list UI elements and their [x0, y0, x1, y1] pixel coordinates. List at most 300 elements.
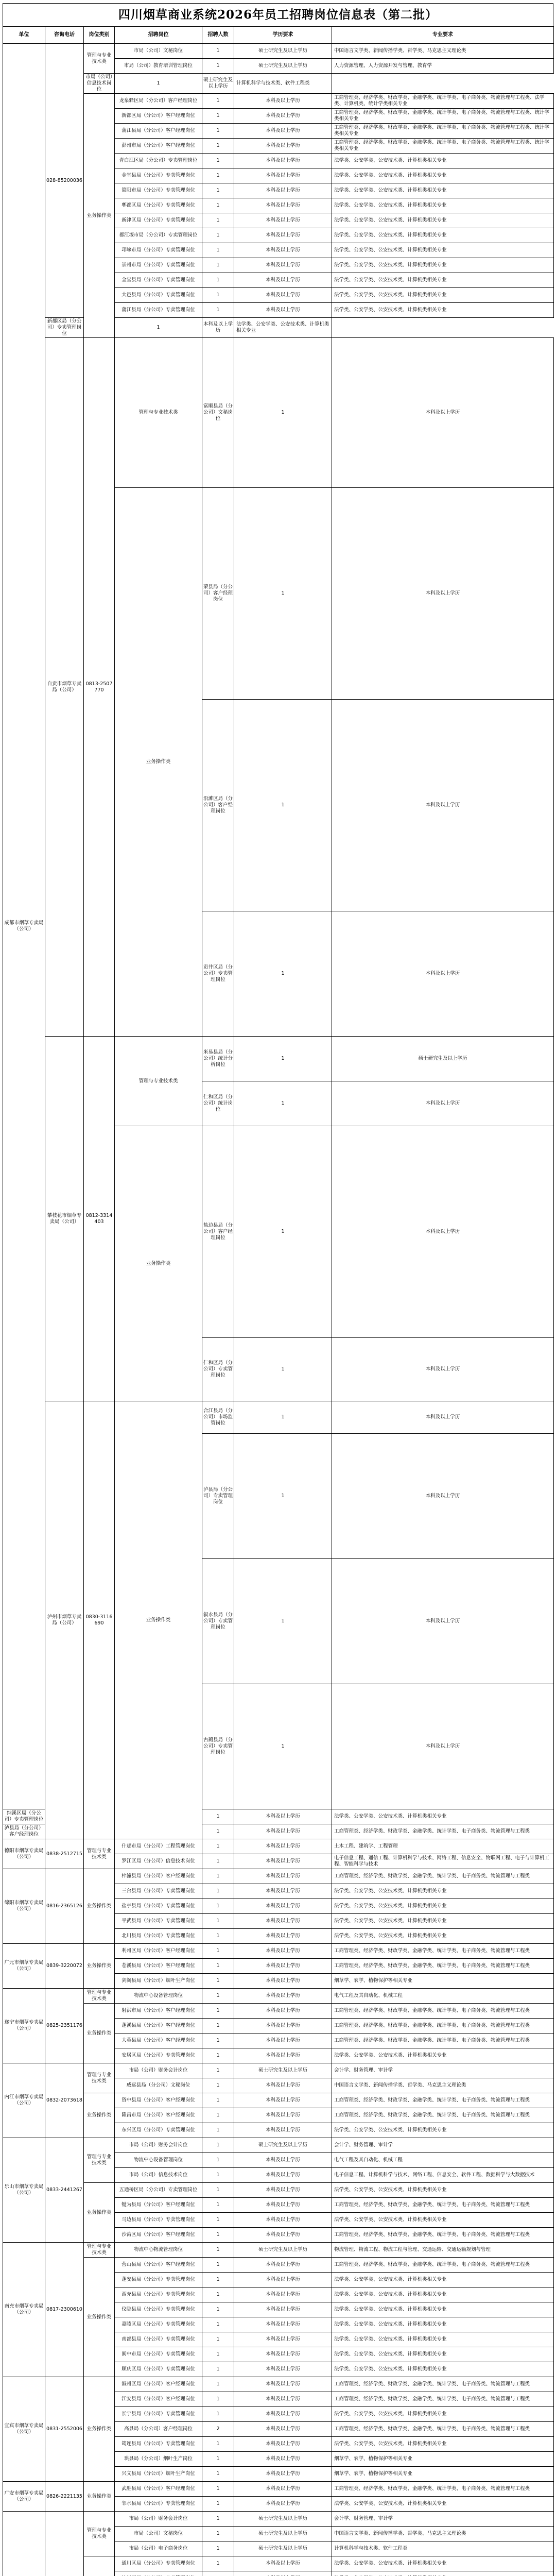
- major-cell: 工商管理类、经济学类、财政学类、金融学类、统计学类、电子商务类、物流管理与工程类: [332, 2228, 554, 2243]
- post-cell: 泸县局（分公司）专卖管理岗位: [202, 1434, 234, 1559]
- major-cell: 工商管理类、经济学类、财政学类、金融学类、统计学类、电子商务类、物流管理与工程类: [332, 1869, 554, 1884]
- unit-cell: 内江市烟草专卖局（公司）: [3, 2063, 45, 2138]
- unit-cell: 成都市烟草专卖局（公司）: [3, 44, 45, 1809]
- count-cell: 1: [202, 2123, 234, 2138]
- post-cell: 物流中心设备管理岗位: [115, 1989, 202, 2004]
- page-title: 四川烟草商业系统2026年员工招聘岗位信息表（第二批）: [3, 3, 553, 26]
- major-cell: 会计学、财务管理、审计学: [332, 2512, 554, 2527]
- count-cell: 1: [234, 1037, 332, 1081]
- major-cell: 工商管理类、经济学类、财政学类、金融学类、统计学类、电子商务类、物流管理与工程类: [332, 2392, 554, 2407]
- major-cell: 计算机科学与技术类、软件工程类: [332, 2541, 554, 2556]
- major-cell: 人力资源管理、人力资源开发与管理、教育学: [332, 59, 554, 74]
- table-row: [3, 1401, 554, 1434]
- major-cell: 工商管理类、经济学类、财政学类、金融学类、统计学类、电子商务类、物流管理与工程类: [332, 1944, 554, 1959]
- count-cell: 1: [202, 1854, 234, 1869]
- major-cell: 法学类、公安学类、公安技术类、计算机类相关专业: [332, 2273, 554, 2287]
- post-cell: 盐亭县局（分公司）专卖管理岗位: [115, 1899, 202, 1914]
- education-cell: 本科及以上学历: [234, 2153, 332, 2168]
- education-cell: 本科及以上学历: [332, 488, 554, 700]
- major-cell: 电气工程及其自动化、机械工程: [332, 2153, 554, 2168]
- post-cell: 米易县局（分公司）统计分析岗位: [202, 1037, 234, 1081]
- count-cell: 1: [234, 1559, 332, 1684]
- category-cell: 管理与专业技术类: [84, 2138, 115, 2183]
- count-cell: 1: [202, 243, 234, 258]
- post-cell: 简阳市局（分公司）专卖管理岗位: [115, 183, 202, 198]
- major-cell: 法学类、公安学类、公安技术类、计算机类相关专业: [332, 273, 554, 288]
- table-row: [3, 94, 554, 109]
- major-cell: 中国语言文学类、新闻传播学类、哲学类、马克思主义理论类: [332, 2078, 554, 2093]
- category-cell: 管理与专业技术类: [84, 2243, 115, 2258]
- major-cell: 法学类、公安学类、公安技术类、计算机类相关专业: [332, 2347, 554, 2362]
- unit-cell: 绵阳市烟草专卖局（公司）: [3, 1869, 45, 1944]
- education-cell: 硕士研究生及以上学历: [234, 2063, 332, 2078]
- post-cell: 龙泉驿区局（分公司）客户经理岗位: [115, 94, 202, 109]
- phone-cell: 0839-3220072: [45, 1944, 84, 1989]
- unit-cell: [3, 2512, 45, 2576]
- post-cell: 什邡市局（分公司）工程管理岗位: [115, 1839, 202, 1854]
- major-cell: 电子信息工程、通信工程、计算机科学与技术、网络工程、信息安全、物联网工程、电子与计算机工程、智能科学与技术: [332, 1854, 554, 1869]
- post-cell: 物流中心设备管理岗位: [115, 2153, 202, 2168]
- count-cell: 1: [234, 1401, 332, 1434]
- table-row: [3, 2138, 554, 2153]
- education-cell: 本科及以上学历: [332, 338, 554, 488]
- major-cell: 法学类、公安学类、公安技术类、计算机类相关专业: [332, 2048, 554, 2063]
- table-row: [3, 1839, 554, 1854]
- post-cell: 平武县局（分公司）专卖管理岗位: [115, 1914, 202, 1929]
- education-cell: 硕士研究生及以上学历: [234, 2138, 332, 2153]
- count-cell: 1: [234, 1081, 332, 1126]
- count-cell: 1: [202, 2078, 234, 2093]
- post-cell: 三台县局（分公司）专卖管理岗位: [115, 1884, 202, 1899]
- post-cell: 新津区局（分公司）专卖管理岗位: [115, 213, 202, 228]
- education-cell: 本科及以上学历: [234, 273, 332, 288]
- major-cell: 会计学、财务管理、审计学: [332, 2063, 554, 2078]
- major-cell: 法学类、公安学类、公安技术类、计算机类相关专业: [332, 154, 554, 168]
- count-cell: 1: [202, 183, 234, 198]
- post-cell: 阆中市局（分公司）专卖管理岗位: [115, 2347, 202, 2362]
- count-cell: 1: [202, 2168, 234, 2183]
- major-cell: 工商管理类、经济学类、财政学类、金融学类、统计学类、电子商务类、物流管理与工程类: [332, 2004, 554, 2019]
- post-cell: 沿滩区局（分公司）客户经理岗位: [202, 700, 234, 911]
- header-education: 学历要求: [234, 27, 332, 44]
- count-cell: 1: [234, 1434, 332, 1559]
- post-cell: 市局（公司）财务会计岗位: [115, 2063, 202, 2078]
- education-cell: 本科及以上学历: [234, 2482, 332, 2497]
- education-cell: 本科及以上学历: [234, 2019, 332, 2033]
- education-cell: 本科及以上学历: [234, 109, 332, 124]
- count-cell: 1: [202, 1944, 234, 1959]
- education-cell: 本科及以上学历: [234, 1944, 332, 1959]
- major-cell: 中国语言文学类、新闻传播学类、哲学类、马克思主义理论类: [332, 2527, 554, 2541]
- major-cell: 土木工程、建筑学、工程管理: [332, 1839, 554, 1854]
- post-cell: 五通桥区局（分公司）专卖管理岗位: [115, 2183, 202, 2198]
- post-cell: 通川区局（分公司）专卖管理岗位: [115, 2556, 202, 2571]
- unit-cell: 广安市烟草专卖局（公司）: [3, 2482, 45, 2512]
- education-cell: 本科及以上学历: [234, 2497, 332, 2512]
- phone-cell: 0817-2300610: [45, 2243, 84, 2377]
- table-row: [3, 1989, 554, 2004]
- post-cell: 纳溪区局（分公司）专卖管理岗位: [3, 1809, 45, 1824]
- category-cell: 管理与专业技术类: [84, 2512, 115, 2556]
- education-cell: 本科及以上学历: [234, 1914, 332, 1929]
- header-major: 专业要求: [332, 27, 554, 44]
- education-cell: 本科及以上学历: [234, 168, 332, 183]
- major-cell: 电气工程及其自动化、机械工程: [332, 1989, 554, 2004]
- post-cell: 蓬安县局（分公司）专卖管理岗位: [115, 2273, 202, 2287]
- major-cell: 法学类、公安学类、公安技术类、计算机类相关专业: [234, 318, 332, 338]
- major-cell: 中国语言文学类、新闻传播学类、哲学类、马克思主义理论类: [332, 44, 554, 59]
- education-cell: 本科及以上学历: [234, 2213, 332, 2228]
- education-cell: 本科及以上学历: [332, 911, 554, 1037]
- major-cell: [332, 2571, 554, 2576]
- education-cell: 本科及以上学历: [234, 2273, 332, 2287]
- count-cell: 1: [202, 2347, 234, 2362]
- count-cell: 1: [202, 2273, 234, 2287]
- education-cell: 本科及以上学历: [332, 1434, 554, 1559]
- table-row: [3, 2258, 554, 2273]
- table-row: [3, 2377, 554, 2392]
- count-cell: 1: [202, 2317, 234, 2332]
- count-cell: 1: [202, 2287, 234, 2302]
- category-cell: 管理与专业技术类: [84, 44, 115, 74]
- post-cell: 资中县局（分公司）客户经理岗位: [115, 2093, 202, 2108]
- education-cell: 本科及以上学历: [234, 2437, 332, 2452]
- education-cell: 本科及以上学历: [234, 303, 332, 318]
- education-cell: 本科及以上学历: [234, 2317, 332, 2332]
- table-row: [3, 2512, 554, 2527]
- table-row: [3, 2482, 554, 2497]
- education-cell: 本科及以上学历: [234, 288, 332, 303]
- education-cell: 本科及以上学历: [332, 1081, 554, 1126]
- education-cell: 硕士研究生及以上学历: [234, 44, 332, 59]
- table-row: [3, 1869, 554, 1884]
- count-cell: 1: [202, 59, 234, 74]
- count-cell: 1: [202, 2302, 234, 2317]
- post-cell: 古蔺县局（分公司）专卖管理岗位: [202, 1684, 234, 1809]
- post-cell: 仁和区局（分公司）专卖管理岗位: [202, 1338, 234, 1401]
- header-category: 岗位类别: [84, 27, 115, 44]
- count-cell: 1: [234, 1684, 332, 1809]
- table-row: [3, 74, 554, 94]
- count-cell: 1: [202, 2213, 234, 2228]
- education-cell: 本科及以上学历: [234, 154, 332, 168]
- header-count: 招聘人数: [202, 27, 234, 44]
- unit-cell: 宜宾市烟草专卖局（公司）: [3, 2377, 45, 2482]
- count-cell: 1: [202, 1989, 234, 2004]
- education-cell: 本科及以上学历: [234, 2377, 332, 2392]
- category-cell: 业务操作类: [84, 2258, 115, 2377]
- unit-cell: 德阳市烟草专卖局（公司）: [3, 1839, 45, 1869]
- count-cell: 1: [202, 1884, 234, 1899]
- category-cell: 管理与专业技术类: [84, 1989, 115, 2004]
- education-cell: 本科及以上学历: [332, 1126, 554, 1338]
- category-cell: 管理与专业技术类: [115, 338, 202, 488]
- major-cell: 法学类、公安学类、公安技术类、计算机类相关专业: [332, 2302, 554, 2317]
- count-cell: 1: [234, 1338, 332, 1401]
- category-cell: 管理与专业技术类: [115, 1037, 202, 1126]
- education-cell: 本科及以上学历: [332, 1559, 554, 1684]
- education-cell: 本科及以上学历: [234, 139, 332, 154]
- education-cell: 本科及以上学历: [234, 198, 332, 213]
- education-cell: 本科及以上学历: [234, 1869, 332, 1884]
- education-cell: 本科及以上学历: [234, 2347, 332, 2362]
- post-cell: 新都区局（分公司）客户经理岗位: [115, 109, 202, 124]
- education-cell: 本科及以上学历: [234, 2362, 332, 2377]
- table-row: [3, 1037, 554, 1081]
- count-cell: 1: [202, 1899, 234, 1914]
- category-cell: 业务操作类: [115, 488, 202, 1037]
- header-unit: 单位: [3, 27, 45, 44]
- major-cell: 工商管理类、经济学类、财政学类、金融学类、统计学类、电子商务类、物流管理与工程类: [332, 1824, 554, 1839]
- count-cell: 1: [202, 2243, 234, 2258]
- category-cell: 业务操作类: [84, 1944, 115, 1989]
- category-cell: 业务操作类: [84, 94, 115, 338]
- unit-cell: 自贡市烟草专卖局（公司）: [45, 338, 84, 1037]
- count-cell: 1: [202, 2556, 234, 2571]
- major-cell: 工商管理类、经济学类、财政学类、金融学类、统计学类、电子商务类、物流管理与工程类: [332, 2422, 554, 2437]
- education-cell: 本科及以上学历: [234, 2033, 332, 2048]
- education-cell: 本科及以上学历: [332, 1401, 554, 1434]
- education-cell: 本科及以上学历: [234, 2108, 332, 2123]
- major-cell: 烟草学、农学、植物保护等相关专业: [332, 2452, 554, 2467]
- major-cell: 电子信息工程、计算机科学与技术、网络工程、信息安全、软件工程、数据科学与大数据技术: [332, 2168, 554, 2183]
- post-cell: 富顺县局（分公司）文秘岗位: [202, 338, 234, 488]
- count-cell: 1: [202, 2093, 234, 2108]
- post-cell: 市局（公司）文秘岗位: [115, 2527, 202, 2541]
- major-cell: 法学类、公安学类、公安技术类、计算机类相关专业: [332, 213, 554, 228]
- count-cell: 1: [234, 700, 332, 911]
- count-cell: 1: [234, 911, 332, 1037]
- education-cell: 硕士研究生及以上学历: [234, 2512, 332, 2527]
- unit-cell: 泸州市烟草专卖局（公司）: [45, 1401, 84, 1839]
- table-row: [3, 2243, 554, 2258]
- phone-cell: 0833-2441267: [45, 2138, 84, 2243]
- education-cell: 本科及以上学历: [234, 124, 332, 139]
- major-cell: 法学类、公安学类、公安技术类、计算机类相关专业: [332, 183, 554, 198]
- count-cell: 1: [202, 2258, 234, 2273]
- post-cell: 青白江区局（分公司）专卖管理岗位: [115, 154, 202, 168]
- post-cell: 蒲江县局（分公司）专卖管理岗位: [115, 303, 202, 318]
- count-cell: 1: [202, 94, 234, 109]
- unit-cell: 攀枝花市烟草专卖局（公司）: [45, 1037, 84, 1401]
- post-cell: 梓潼县局（分公司）客户经理岗位: [115, 1869, 202, 1884]
- post-cell: 叙州区局（分公司）客户经理岗位: [115, 2377, 202, 2392]
- post-cell: 威远县局（分公司）文秘岗位: [115, 2078, 202, 2093]
- education-cell: 硕士研究生及以上学历: [202, 74, 234, 94]
- major-cell: 法学类、公安学类、公安技术类、计算机类相关专业: [332, 2407, 554, 2422]
- post-cell: 叙永县局（分公司）专卖管理岗位: [202, 1559, 234, 1684]
- major-cell: 法学类、公安学类、公安技术类、计算机类相关专业: [332, 2362, 554, 2377]
- count-cell: 1: [202, 2482, 234, 2497]
- education-cell: 本科及以上学历: [234, 1884, 332, 1899]
- category-cell: 业务操作类: [84, 2183, 115, 2243]
- education-cell: 本科及以上学历: [332, 1684, 554, 1809]
- post-cell: 嘉陵区局（分公司）专卖管理岗位: [115, 2317, 202, 2332]
- recruitment-table: [3, 26, 554, 2576]
- count-cell: 1: [202, 2063, 234, 2078]
- table-row: [3, 1944, 554, 1959]
- category-cell: 业务操作类: [115, 1126, 202, 1401]
- major-cell: 工商管理类、经济学类、财政学类、金融学类、统计学类、电子商务类、物流管理与工程类: [332, 2258, 554, 2273]
- header-phone: 咨询电话: [45, 27, 84, 44]
- post-cell: 营山县局（分公司）客户经理岗位: [115, 2258, 202, 2273]
- post-cell: 筠连县局（分公司）专卖管理岗位: [115, 2437, 202, 2452]
- post-cell: 泸县局（分公司）客户经理岗位: [3, 1824, 45, 1839]
- post-cell: 剑阁县局（分公司）烟叶生产岗位: [115, 1974, 202, 1989]
- major-cell: 法学类、公安学类、公安技术类、计算机类相关专业: [332, 1884, 554, 1899]
- table-row: [3, 44, 554, 59]
- count-cell: 1: [202, 2108, 234, 2123]
- major-cell: 工商管理类、经济学类、财政学类、金融学类、统计学类、电子商务类、物流管理与工程类、统计学类相关专业: [332, 109, 554, 124]
- header-post: 招聘岗位: [115, 27, 202, 44]
- count-cell: 1: [202, 2512, 234, 2527]
- count-cell: 1: [202, 2467, 234, 2482]
- major-cell: 工商管理类、经济学类、财政学类、金融学类、统计学类、电子商务类、物流管理与工程类: [332, 2033, 554, 2048]
- education-cell: 本科及以上学历: [234, 2392, 332, 2407]
- count-cell: 1: [202, 2019, 234, 2033]
- count-cell: 1: [202, 2541, 234, 2556]
- education-cell: 硕士研究生及以上学历: [234, 2541, 332, 2556]
- count-cell: 1: [202, 2497, 234, 2512]
- category-cell: 业务操作类: [84, 2004, 115, 2063]
- education-cell: 本科及以上学历: [234, 2258, 332, 2273]
- education-cell: 本科及以上学历: [234, 1974, 332, 1989]
- education-cell: 硕士研究生及以上学历: [332, 1037, 554, 1081]
- post-cell: 西充县局（分公司）专卖管理岗位: [115, 2287, 202, 2302]
- count-cell: 1: [202, 2437, 234, 2452]
- education-cell: 本科及以上学历: [234, 1809, 332, 1824]
- major-cell: 工商管理类、经济学类、财政学类、金融学类、统计学类、电子商务类、物流管理与工程类: [332, 2198, 554, 2213]
- education-cell: 本科及以上学历: [234, 1824, 332, 1839]
- count-cell: 1: [234, 338, 332, 488]
- post-cell: 苍溪县局（分公司）客户经理岗位: [115, 1959, 202, 1974]
- major-cell: 工商管理类、经济学类、财政学类、金融学类、统计学类、电子商务类、物流管理与工程类、统计学类相关专业: [332, 139, 554, 154]
- major-cell: 法学类、公安学类、公安技术类、计算机类相关专业: [332, 288, 554, 303]
- category-cell: 业务操作类: [115, 1401, 202, 1839]
- post-cell: 市局（公司）财务会计岗位: [115, 2138, 202, 2153]
- post-cell: 蓬溪县局（分公司）客户经理岗位: [115, 2019, 202, 2033]
- major-cell: 工商管理类、经济学类、财政学类、金融学类、统计学类、电子商务类、物流管理与工程类: [332, 2482, 554, 2497]
- count-cell: 1: [234, 488, 332, 700]
- education-cell: 本科及以上学历: [234, 2422, 332, 2437]
- count-cell: 1: [202, 2407, 234, 2422]
- post-cell: 珙县局（分公司）烟叶生产岗位: [115, 2452, 202, 2467]
- major-cell: 会计学、财务管理、审计学: [332, 2138, 554, 2153]
- count-cell: 1: [202, 2392, 234, 2407]
- category-cell: [84, 2556, 115, 2576]
- post-cell: 盐边县局（分公司）客户经理岗位: [202, 1126, 234, 1338]
- education-cell: 本科及以上学历: [234, 2407, 332, 2422]
- education-cell: 本科及以上学历: [234, 2198, 332, 2213]
- category-cell: 业务操作类: [84, 1869, 115, 1944]
- major-cell: 工商管理类、经济学类、财政学类、金融学类、统计学类、电子商务类、物流管理与工程类: [332, 2108, 554, 2123]
- count-cell: 1: [202, 303, 234, 318]
- category-cell: 业务操作类: [84, 2093, 115, 2138]
- unit-cell: 遂宁市烟草专卖局（公司）: [3, 1989, 45, 2063]
- phone-cell: 0832-2073618: [45, 2063, 84, 2138]
- education-cell: 本科及以上学历: [234, 2078, 332, 2093]
- education-cell: 本科及以上学历: [234, 228, 332, 243]
- post-cell: 顺庆区局（分公司）专卖管理岗位: [115, 2362, 202, 2377]
- education-cell: 本科及以上学历: [234, 1839, 332, 1854]
- count-cell: 1: [202, 2377, 234, 2392]
- post-cell: 利州区局（分公司）客户经理岗位: [115, 1944, 202, 1959]
- major-cell: 工商管理类、经济学类、财政学类、金融学类、统计学类、电子商务类、物流管理与工程类: [332, 2377, 554, 2392]
- phone-cell: 0830-3116690: [84, 1401, 115, 1839]
- count-cell: 1: [115, 74, 202, 94]
- education-cell: 本科及以上学历: [234, 2123, 332, 2138]
- post-cell: 南部县局（分公司）专卖管理岗位: [115, 2332, 202, 2347]
- unit-cell: 南充市烟草专卖局（公司）: [3, 2243, 45, 2377]
- count-cell: 1: [202, 44, 234, 59]
- phone-cell: 0838-2512715: [45, 1839, 84, 1869]
- category-cell: 管理与专业技术类: [84, 2063, 115, 2093]
- education-cell: 本科及以上学历: [234, 2302, 332, 2317]
- count-cell: 1: [115, 318, 202, 338]
- education-cell: 硕士研究生及以上学历: [234, 2527, 332, 2541]
- major-cell: 法学类、公安学类、公安技术类、计算机类相关专业: [332, 228, 554, 243]
- major-cell: 法学类、公安学类、公安技术类、计算机类相关专业: [332, 2183, 554, 2198]
- major-cell: 法学类、公安学类、公安技术类、计算机类相关专业: [332, 2556, 554, 2571]
- post-cell: 射洪市局（分公司）客户经理岗位: [115, 2004, 202, 2019]
- education-cell: 本科及以上学历: [332, 1338, 554, 1401]
- education-cell: 本科及以上学历: [234, 258, 332, 273]
- education-cell: 本科及以上学历: [234, 1989, 332, 2004]
- major-cell: 法学类、公安学类、公安技术类、计算机类相关专业: [332, 1899, 554, 1914]
- major-cell: 工商管理类、经济学类、财政学类、金融学类、统计学类、电子商务类、物流管理与工程类、统计学类相关专业: [332, 124, 554, 139]
- post-cell: 北川县局（分公司）专卖管理岗位: [115, 1929, 202, 1944]
- count-cell: 2: [202, 2422, 234, 2437]
- education-cell: [234, 2571, 332, 2576]
- phone-cell: 0812-3314403: [84, 1037, 115, 1401]
- post-cell: [115, 2571, 202, 2576]
- unit-cell: 乐山市烟草专卖局（公司）: [3, 2138, 45, 2243]
- post-cell: 邛崃市局（分公司）专卖管理岗位: [115, 243, 202, 258]
- post-cell: 彭州市局（分公司）客户经理岗位: [115, 139, 202, 154]
- count-cell: 1: [202, 258, 234, 273]
- education-cell: 硕士研究生及以上学历: [234, 59, 332, 74]
- table-row: [3, 2556, 554, 2571]
- count-cell: 1: [202, 1914, 234, 1929]
- count-cell: 1: [202, 168, 234, 183]
- count-cell: 1: [202, 2228, 234, 2243]
- count-cell: 1: [202, 2332, 234, 2347]
- post-cell: 市局（公司）教育培训管理岗位: [115, 59, 202, 74]
- post-cell: 新都区局（分公司）专卖管理岗位: [45, 318, 84, 338]
- major-cell: 法学类、公安学类、公安技术类、计算机类相关专业: [332, 243, 554, 258]
- table-row: [3, 2063, 554, 2078]
- education-cell: 本科及以上学历: [234, 243, 332, 258]
- table-row: [3, 2093, 554, 2108]
- table-row: [3, 338, 554, 488]
- phone-cell: 0825-2351176: [45, 1989, 84, 2063]
- major-cell: 法学类、公安学类、公安技术类、计算机类相关专业: [332, 1929, 554, 1944]
- post-cell: 江安县局（分公司）客户经理岗位: [115, 2392, 202, 2407]
- major-cell: 计算机科学与技术类、软件工程类: [234, 74, 332, 94]
- post-cell: 长宁县局（分公司）专卖管理岗位: [115, 2407, 202, 2422]
- count-cell: 1: [202, 2183, 234, 2198]
- major-cell: 法学类、公安学类、公安技术类、计算机类相关专业: [332, 1914, 554, 1929]
- post-cell: 高县局（分公司）客户经理岗位: [115, 2422, 202, 2437]
- table-row: [3, 2004, 554, 2019]
- major-cell: 烟草学、农学、植物保护等相关专业: [332, 1974, 554, 1989]
- count-cell: 1: [202, 2527, 234, 2541]
- education-cell: 本科及以上学历: [234, 2004, 332, 2019]
- count-cell: 1: [202, 124, 234, 139]
- post-cell: 市局（公司）文秘岗位: [115, 44, 202, 59]
- major-cell: 法学类、公安学类、公安技术类、计算机类相关专业: [332, 2213, 554, 2228]
- post-cell: 仪陇县局（分公司）专卖管理岗位: [115, 2302, 202, 2317]
